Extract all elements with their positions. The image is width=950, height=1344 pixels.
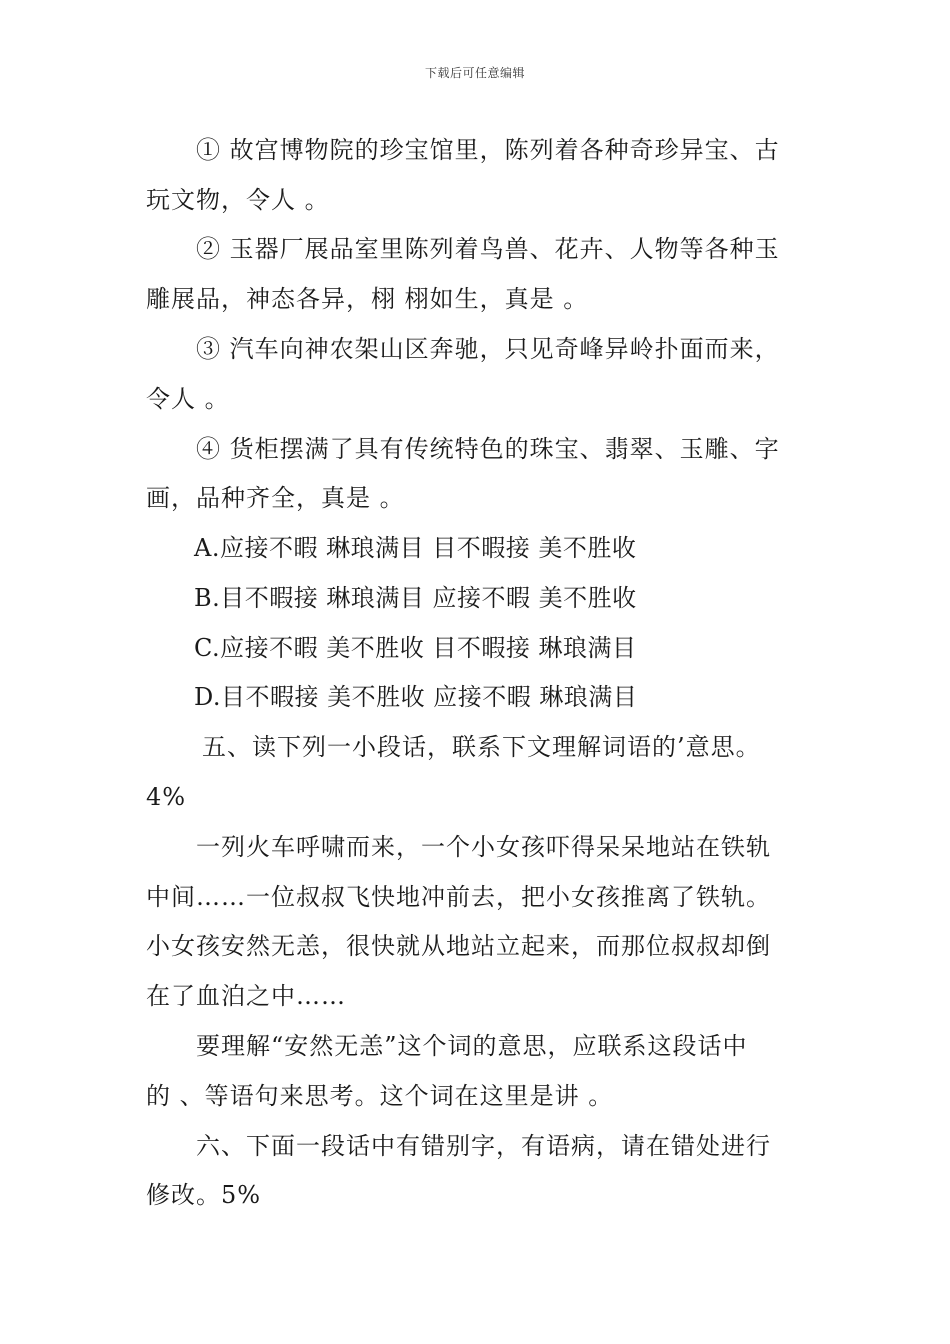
passage-line-2: 中间……一位叔叔飞快地冲前去，把小女孩推离了铁轨。 <box>146 883 771 911</box>
prompt-line-1: 要理解“安然无恙”这个词的意思，应联系这段话中 <box>196 1032 748 1060</box>
section-6-heading: 六、下面一段话中有错别字，有语病，请在错处进行 <box>196 1132 771 1160</box>
section-6-score: 修改。5% <box>146 1181 262 1209</box>
question-item-4-line-2: 画，品种齐全，真是 。 <box>146 484 405 512</box>
question-item-4-line-1: ④ 货柜摆满了具有传统特色的珠宝、翡翠、玉雕、字 <box>196 435 780 463</box>
question-item-3-line-1: ③ 汽车向神农架山区奔驰，只见奇峰异岭扑面而来， <box>196 335 780 363</box>
page-header: 下载后可任意编辑 <box>424 66 525 80</box>
question-item-3-line-2: 令人 。 <box>146 385 230 413</box>
option-b: B.目不暇接 琳琅满目 应接不暇 美不胜收 <box>194 584 637 612</box>
prompt-line-2: 的 、等语句来思考。这个词在这里是讲 。 <box>146 1082 614 1110</box>
option-d: D.目不暇接 美不胜收 应接不暇 琳琅满目 <box>194 683 638 711</box>
passage-line-4: 在了血泊之中…… <box>146 982 346 1010</box>
option-a: A.应接不暇 琳琅满目 目不暇接 美不胜收 <box>194 534 637 562</box>
passage-line-3: 小女孩安然无恙，很快就从地站立起来，而那位叔叔却倒 <box>146 932 771 960</box>
section-5-heading: 五、读下列一小段话，联系下文理解词语的’意思。 <box>202 733 761 761</box>
option-c: C.应接不暇 美不胜收 目不暇接 琳琅满目 <box>194 634 637 662</box>
question-item-1-line-2: 玩文物，令人 。 <box>146 186 330 214</box>
section-5-score: 4% <box>146 783 187 811</box>
question-item-1-line-1: ① 故宫博物院的珍宝馆里，陈列着各种奇珍异宝、古 <box>196 136 780 164</box>
question-item-2-line-2: 雕展品，神态各异，栩 栩如生，真是 。 <box>146 285 589 313</box>
question-item-2-line-1: ② 玉器厂展品室里陈列着鸟兽、花卉、人物等各种玉 <box>196 235 780 263</box>
passage-line-1: 一列火车呼啸而来，一个小女孩吓得呆呆地站在铁轨 <box>196 833 771 861</box>
